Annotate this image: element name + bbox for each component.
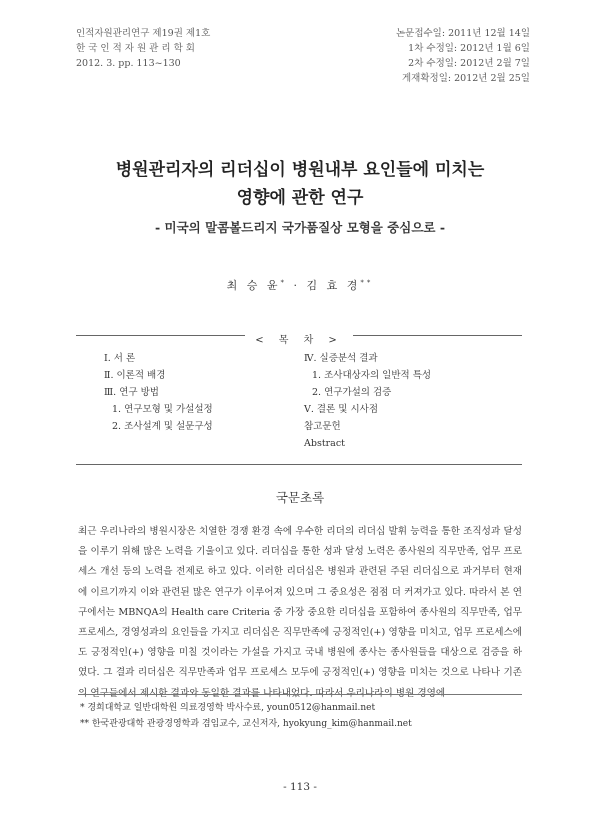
journal-info (76, 26, 210, 71)
toc-heading: < 목 차 > (245, 335, 353, 346)
title-line-2: 영향에 관한 연구 (236, 188, 364, 208)
revision2-date: 2차 수정일: 2012년 2월 7일 (408, 58, 530, 69)
toc-item: Ⅴ. 결론 및 시사점 (304, 404, 379, 415)
title-line-1: 병원관리자의 리더십이 병원내부 요인들에 미치는 (115, 160, 485, 180)
author-2-mark: ** (360, 278, 374, 287)
footnote-divider (78, 694, 522, 695)
page-number: - 113 - (283, 781, 317, 793)
toc-item: 참고문헌 (304, 421, 341, 432)
toc-heading-wrap (76, 328, 522, 347)
toc-subitem: 2. 연구가설의 검증 (312, 387, 392, 398)
issue-pages: 2012. 3. pp. 113~130 (76, 58, 181, 69)
toc-subitem: 2. 조사설계 및 설문구성 (112, 421, 213, 432)
footnote-1: * 경희대학교 일반대학원 의료경영학 박사수료, youn0512@hanmail.net (80, 703, 376, 713)
footnote-2: ** 한국관광대학 관광경영학과 겸임교수, 교신저자, hyokyung_kim@hanmail.net (80, 719, 412, 729)
abstract-heading: 국문초록 (275, 490, 325, 505)
toc-right-column (304, 350, 431, 452)
toc-subitem: 1. 연구모형 및 가설설정 (112, 404, 213, 415)
paper-subtitle: - 미국의 말콤볼드리지 국가품질상 모형을 중심으로 - (154, 220, 446, 235)
toc-item: Ⅲ. 연구 방법 (104, 387, 159, 398)
society-name: 한 국 인 적 자 원 관 리 학 회 (76, 43, 195, 54)
toc-item: Abstract (304, 438, 345, 449)
toc-item: Ⅱ. 이론적 배경 (104, 370, 166, 381)
received-date: 논문접수일: 2011년 12월 14일 (395, 28, 530, 39)
paper-title (0, 156, 600, 212)
accepted-date: 게재확정일: 2012년 2월 25일 (402, 73, 530, 84)
toc-item: Ⅰ. 서 론 (104, 353, 136, 364)
author-line (0, 277, 600, 293)
submission-dates (396, 26, 530, 86)
author-2: 김 효 경 (306, 279, 361, 292)
table-of-contents (76, 335, 522, 465)
author-separator: · (293, 279, 300, 292)
author-1-mark: * (280, 278, 287, 287)
toc-subitem: 1. 조사대상자의 일반적 특성 (312, 370, 432, 381)
author-1: 최 승 윤 (226, 279, 281, 292)
toc-left-column (104, 350, 213, 435)
abstract-body: 최근 우리나라의 병원시장은 치열한 경쟁 환경 속에 우수한 리더의 리더십 발휘 능력을 통한 조직성과 달성을 이루기 위해 많은 노력을 기울이고 있다. 리더십을 통한 성과 달성 노력은 종사원의 직무만족, 업무 프로세스 개선 등의 노력을 전제로 하고 있다. 이러한 리더십은 병원과 관련된 주된 리더십으로 과거부터 현재에 이르기까지 이와 관련된 많은 연구가 이루어져 있으며 그 중요성은 점점 더 커져가고 있다. 따라서 본 연구에서는 MBNQA의 Health care Criteria 중 가장 중요한 리더십을 포함하여 종사원의 직무만족, 업무 프로세스, 경영성과의 요인들을 가지고 리더십은 직무만족에 긍정적인(+) 영향을 미치고, 업무 프로세스에도 긍정적인(+) 영향을 미칠 것이라는 가설을 가지고 국내 병원에 종사는 종사원들을 대상으로 검증을 하였다. 그 결과 리더십은 직무만족과 업무 프로세스 모두에 긍정적인(+) 영향을 미치는 것으로 나타나 기존의 연구들에서 제시한 결과와 동일한 결과를 나타내었다. 따라서 우리나라의 병원 경영에 (78, 526, 522, 699)
revision1-date: 1차 수정일: 2012년 1월 6일 (408, 43, 530, 54)
toc-item: Ⅳ. 실증분석 결과 (304, 353, 378, 364)
journal-name: 인적자원관리연구 제19권 제1호 (76, 28, 211, 39)
footnotes (80, 700, 412, 732)
